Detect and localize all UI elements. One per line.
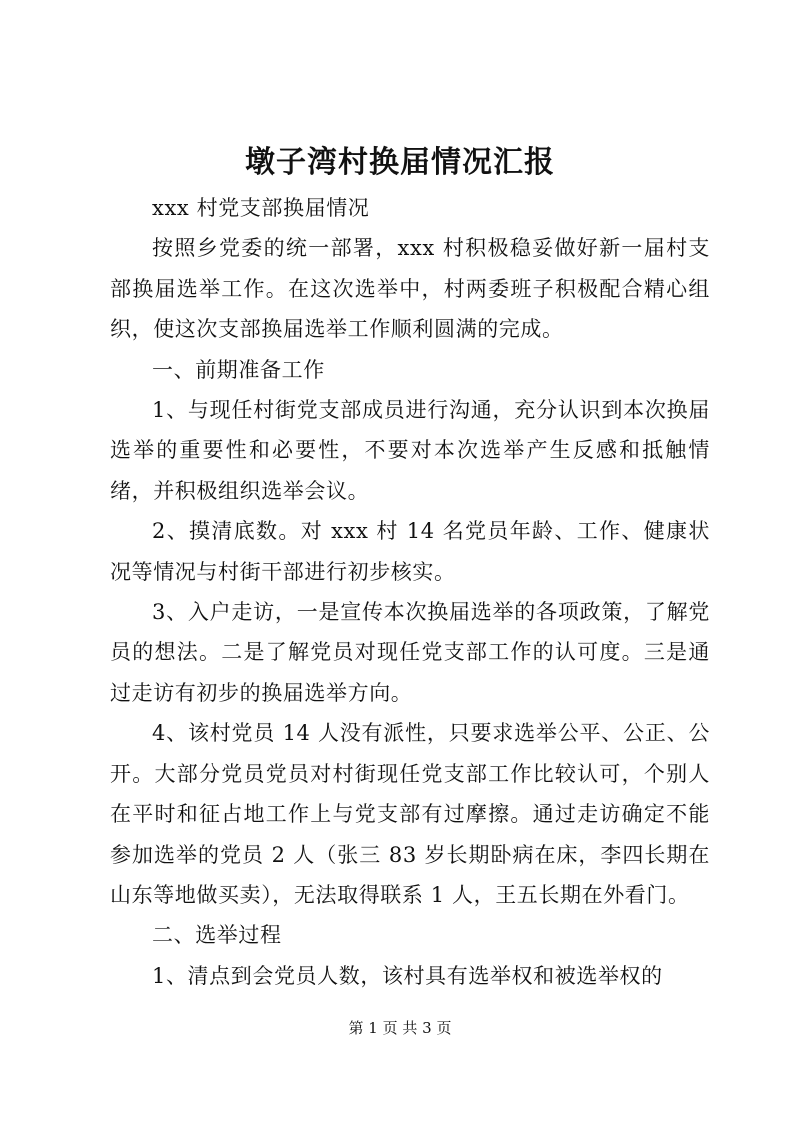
page-footer: 第 1 页 共 3 页 xyxy=(348,1019,452,1037)
paragraph-election-item-1: 1、清点到会党员人数，该村具有选举权和被选举权的 xyxy=(152,963,663,988)
paragraph-item-1: 1、与现任村街党支部成员进行沟通，充分认识到本次换届选举的重要性和必要性，不要对本次选举产生反感和抵触情绪，并积极组织选举会议。 xyxy=(110,398,710,503)
document-body xyxy=(110,188,710,996)
section-heading-election: 二、选举过程 xyxy=(152,923,282,948)
paragraph-intro: 按照乡党委的统一部署，xxx 村积极稳妥做好新一届村支部换届选举工作。在这次选举中，村两委班子积极配合精心组织，使这次支部换届选举工作顺利圆满的完成。 xyxy=(110,236,710,342)
paragraph-item-4: 4、该村党员 14 人没有派性，只要求选举公平、公正、公开。大部分党员党员对村街现任党支部工作比较认可，个别人在平时和征占地工作上与党支部有过摩擦。通过走访确定不能参加选举的党员 2 人（张三 83 岁长期卧病在床，李四长期在山东等地做买卖），无法取得联系 1 人，王五长期在外看门。 xyxy=(110,721,710,907)
paragraph-item-2: 2、摸清底数。对 xxx 村 14 名党员年龄、工作、健康状况等情况与村街干部进行初步核实。 xyxy=(110,519,710,584)
paragraph-item-3: 3、入户走访，一是宣传本次换届选举的各项政策，了解党员的想法。二是了解党员对现任党支部工作的认可度。三是通过走访有初步的换届选举方向。 xyxy=(110,600,710,705)
paragraph-subtitle: xxx 村党支部换届情况 xyxy=(152,196,370,220)
section-heading-preparation: 一、前期准备工作 xyxy=(152,357,325,382)
document-title: 墩子湾村换届情况汇报 xyxy=(245,145,555,180)
